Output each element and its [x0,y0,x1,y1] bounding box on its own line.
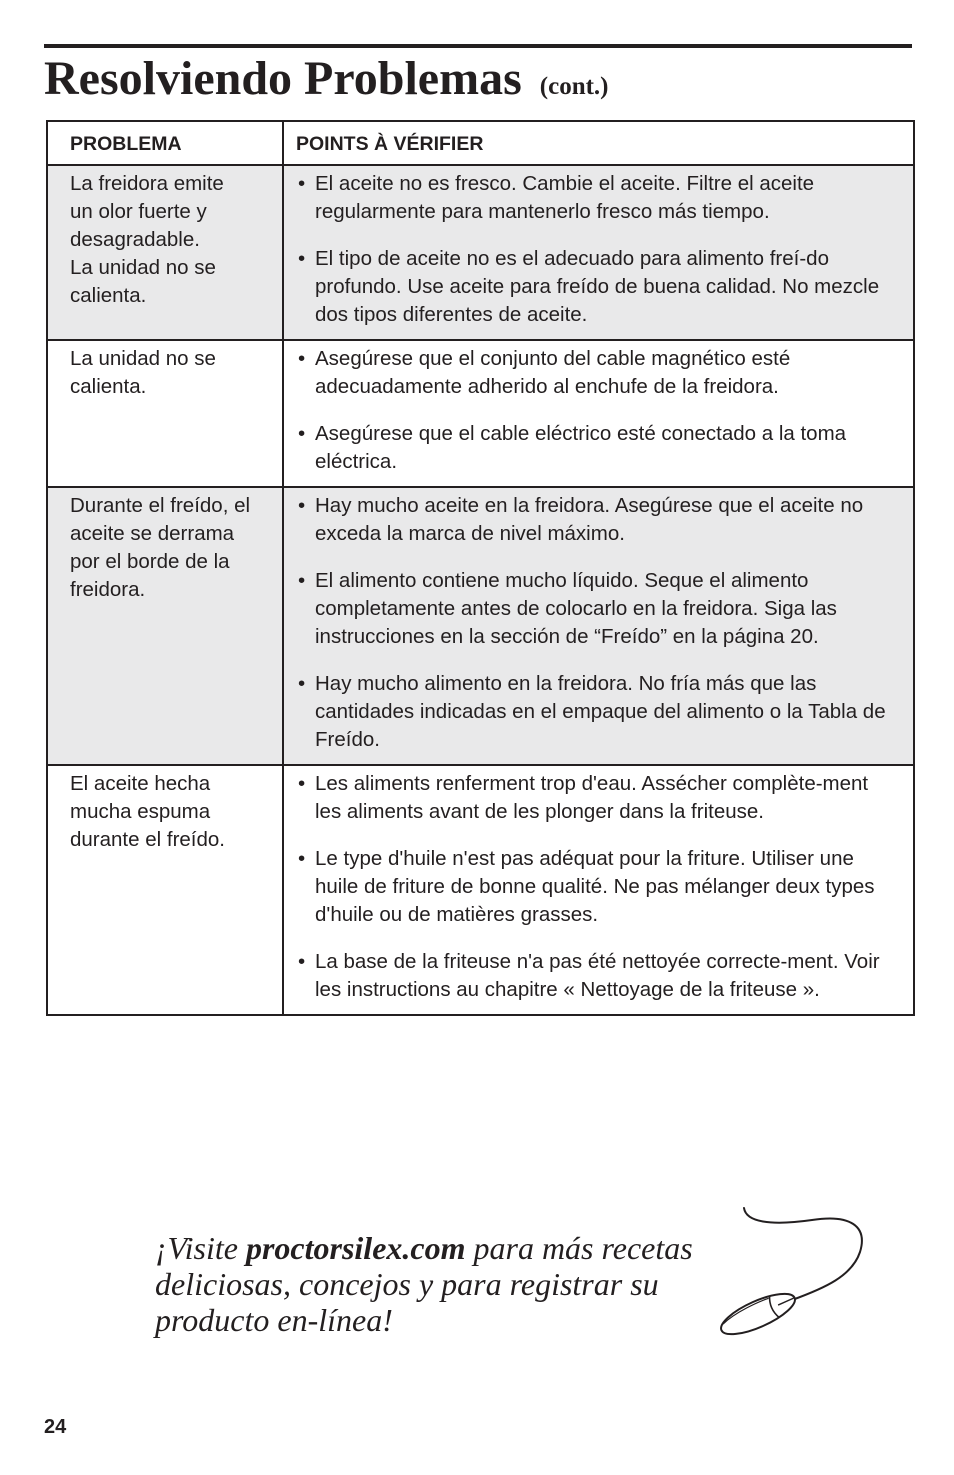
problem-cell [47,487,283,765]
check-item: • Asegúrese que el conjunto del cable magnético esté adecuadamente adherido al enchufe de la freidora. [296,345,899,401]
check-item: • Hay mucho alimento en la freidora. No fría más que las cantidades indicadas en el empaque del alimento o la Tabla de Freído. [296,670,899,754]
table-row [47,340,914,487]
check-item: • Le type d'huile n'est pas adéquat pour la friture. Utiliser une huile de friture de bonne qualité. Ne pas mélanger deux types d'huile ou de matières grasses. [296,845,899,929]
promo-prefix: ¡Visite [155,1230,246,1266]
checks-list [296,345,899,476]
page-title-suffix: (cont.) [539,73,609,100]
table-row [47,765,914,1015]
check-item: • Les aliments renferment trop d'eau. Assécher complète-ment les aliments avant de les plonger dans la friteuse. [296,770,899,826]
checks-cell [283,340,914,487]
table-row [47,165,914,340]
page-number: 24 [44,1416,67,1438]
problem-text: La unidad no se [70,347,216,370]
website-link[interactable]: proctorsilex.com [245,1230,466,1266]
page-title-text: Resolviendo Problemas [44,52,522,105]
problem-cell [47,340,283,487]
problem-text: La unidad no se [70,256,216,279]
check-item: • El aceite no es fresco. Cambie el aceite. Filtre el aceite regularmente para mantenerlo fresco más tiempo. [296,170,899,226]
problem-cell [47,765,283,1015]
problem-text: mucha espuma [70,800,211,823]
checks-list [296,770,899,1004]
problem-text: aceite se derrama [70,522,235,545]
checks-list [296,492,899,754]
check-item: • El tipo de aceite no es el adecuado para alimento freí-do profundo. Use aceite para freído de buena calidad. No mezcle dos tipos diferentes de aceite. [296,245,899,329]
problem-text: freidora. [70,578,146,601]
computer-mouse-icon [700,1196,870,1346]
check-item: • La base de la friteuse n'a pas été nettoyée correcte-ment. Voir les instructions au chapitre « Nettoyage de la friteuse ». [296,948,899,1004]
problem-text: La freidora emite [70,172,224,195]
problem-text: calienta. [70,375,147,398]
table-header-row [47,121,914,165]
promo-suffix: para más recetas deliciosas, concejos y para registrar su producto en-línea! [155,1230,693,1338]
table-row [47,487,914,765]
troubleshooting-table [46,120,915,1016]
check-item: • Asegúrese que el cable eléctrico esté conectado a la toma eléctrica. [296,420,899,476]
column-header-checks: POINTS À VÉRIFIER [283,121,914,165]
problem-cell [47,165,283,340]
problem-text: un olor fuerte y [70,200,207,223]
checks-cell [283,487,914,765]
checks-cell [283,165,914,340]
problem-text: por el borde de la [70,550,230,573]
problem-text: El aceite hecha [70,772,211,795]
page-title [44,50,609,116]
check-item: • El alimento contiene mucho líquido. Seque el alimento completamente antes de colocarlo en la freidora. Siga las instrucciones en la sección de “Freído” en la página 20. [296,567,899,651]
checks-list [296,170,899,329]
problem-text: desagradable. [70,228,200,251]
website-promo [155,1230,755,1338]
problem-text: Durante el freído, el [70,494,251,517]
problem-text: durante el freído. [70,828,225,851]
top-rule [44,44,912,48]
problem-text: calienta. [70,284,147,307]
checks-cell [283,765,914,1015]
column-header-problem: PROBLEMA [47,121,283,165]
check-item: • Hay mucho aceite en la freidora. Asegúrese que el aceite no exceda la marca de nivel máximo. [296,492,899,548]
